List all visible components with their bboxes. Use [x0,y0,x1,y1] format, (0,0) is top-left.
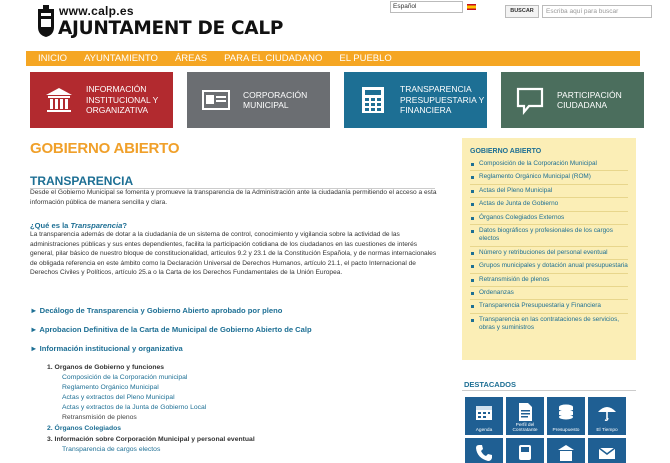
sidebar-item[interactable] [470,225,628,247]
bullet-icon [471,190,474,193]
nav-item-ciudadano[interactable]: PARA EL CIUDADANO [224,53,323,64]
sidebar-item[interactable] [470,247,628,260]
id-card-icon [201,85,231,115]
page-title: GOBIERNO ABIERTO [30,140,180,157]
language-select[interactable]: Español [390,1,463,13]
site-logo[interactable] [36,4,284,41]
outline-subitem-link[interactable]: Transparencia de cargos electos [62,446,161,453]
bullet-icon [471,203,474,206]
building-icon [556,443,576,463]
question-heading [30,221,127,230]
tile-label: TRANSPARENCIA PRESUPUESTARIA Y FINANCIERA [400,84,485,116]
bus-icon [515,443,535,463]
bullet-icon [471,279,474,282]
question-prefix: ¿Qué es la [30,221,71,230]
site-header [0,0,670,50]
outline-subitem: Retransmisión de plenos [62,414,137,421]
sidebar-item[interactable] [470,158,628,171]
tile-label: INFORMACIÓN INSTITUCIONAL Y ORGANIZATIVA [86,84,159,116]
bullet-icon [471,217,474,220]
document-icon [515,402,535,422]
sidebar-item-label: Órganos Colegiados Externos [479,213,565,221]
sidebar-item-label: Retransmisión de plenos [479,275,550,283]
sidebar-item[interactable] [470,185,628,198]
nav-item-ayuntamiento[interactable]: AYUNTAMIENTO [84,53,158,64]
bullet-icon [471,163,474,166]
destacados-title: DESTACADOS [464,380,516,389]
mail-icon [597,443,617,463]
destacado-agenda[interactable] [465,397,503,435]
question-italic: Transparencia [70,221,123,230]
main-nav [26,51,640,66]
outline-subitem-link[interactable]: Actas y extractos del Pleno Municipal [62,394,175,401]
outline-item: 3. Información sobre Corporación Municipal y personal eventual [47,436,255,443]
search-input[interactable]: Escriba aquí para buscar [542,5,652,18]
sidebar-item[interactable] [470,260,628,273]
spain-flag-icon[interactable] [467,4,476,10]
sidebar-item[interactable] [470,287,628,300]
nav-item-areas[interactable]: ÁREAS [174,53,208,64]
section-title: TRANSPARENCIA [30,174,134,188]
outline-subitem-link[interactable]: Reglamento Orgánico Municipal [62,384,159,391]
sidebar-gobierno-abierto [462,138,636,360]
sidebar-item[interactable] [470,171,628,184]
sidebar-item[interactable] [470,198,628,211]
logo-name: AJUNTAMENT DE CALP [58,18,284,39]
outline-subitem-link[interactable]: Composición de la Corporación municipal [62,374,188,381]
calendar-icon [474,402,494,422]
phone-icon [474,443,494,463]
outline-subitem-link[interactable]: Actas y extractos de la Junta de Gobierno Local [62,404,207,411]
logo-url: www.calp.es [59,4,134,18]
bullet-icon [471,319,474,322]
main-content [30,140,450,453]
tile-transparencia-presupuestaria[interactable] [344,72,487,128]
destacado-perfil-contratante[interactable] [506,397,544,435]
sidebar-item[interactable] [470,274,628,287]
bullet-icon [471,265,474,268]
outline-item: 1. Organos de Gobierno y funciones [47,364,165,371]
tile-label: CORPORACIÓN MUNICIPAL [243,89,308,110]
sidebar-item-label: Composición de la Corporación Municipal [479,160,597,167]
destacado-telefono[interactable] [465,438,503,463]
bullet-icon [471,176,474,179]
sidebar-item-label: Actas de Junta de Gobierno [479,200,559,208]
destacado-label: Perfil del Contratante [512,423,538,433]
outline-item-link[interactable]: 2. Órganos Colegiados [47,425,122,432]
question-suffix: ? [122,221,127,230]
sidebar-item-label: Número y retribuciones del personal eventual [479,248,608,256]
bullet-icon [471,230,474,233]
sidebar-title: GOBIERNO ABIERTO [470,148,542,155]
umbrella-icon [597,402,617,422]
calculator-icon [358,85,388,115]
link-decalogo[interactable]: ► Decálogo de Transparencia y Gobierno Abierto aprobado por pleno [30,306,283,315]
sidebar-item[interactable] [470,300,628,313]
link-carta-municipal[interactable]: ► Aprobacion Definitiva de la Carta de Municipal de Gobierno Abierto de Calp [30,325,312,334]
link-informacion-institucional[interactable]: ► Información institucional y organizativa [30,344,183,353]
search-button[interactable]: BUSCAR [505,5,539,18]
destacado-correo[interactable] [588,438,626,463]
sidebar-item-label: Ordenanzas [479,289,514,297]
crest-icon [36,5,56,38]
destacado-el-tiempo[interactable] [588,397,626,435]
sidebar-item[interactable] [470,314,628,335]
coins-icon [556,402,576,422]
sidebar-item-label: Transparencia en las contrataciones de servicios, obras y suministros [479,315,620,332]
destacado-label: Agenda [475,428,493,433]
tile-label: PARTICIPACIÓN CIUDADANA [557,89,622,110]
building-icon [44,85,74,115]
tile-corporacion-municipal[interactable] [187,72,330,128]
sidebar-item-label: Grupos municipales y dotación anual presupuestaria [479,262,628,270]
speech-bubble-icon [515,85,545,115]
tile-informacion-institucional[interactable] [30,72,173,128]
tile-participacion-ciudadana[interactable] [501,72,644,128]
sidebar-item-label: Actas del Pleno Municipal [479,186,553,194]
bullet-icon [471,252,474,255]
sidebar-item-label: Reglamento Orgánico Municipal (ROM) [479,173,591,181]
destacado-autobus[interactable] [506,438,544,463]
destacado-label: El Tiempo [596,428,618,433]
destacado-label: Presupuesto [552,428,580,433]
sidebar-item-label: Transparencia Presupuestaria y Financiera [479,302,601,310]
sidebar-item-label: Datos biográficos y profesionales de los cargos electos [479,227,613,243]
bullet-icon [471,292,474,295]
answer-paragraph: La transparencia además de dotar a la ciudadanía de un sistema de control, conocimiento y vigilancia sobre la actividad de las administraciones públicas y sus entes dependientes, facilita la participación cotidiana de los ciudadanos en las cuestiones de interés general, pilar básico de nuestro bloque de constitucionalidad, artículos 9.2 y 23.1 de la Constitución Española, y de normas internacionales de obligada referencia en este ámbito como la Declaración Universal de Derechos Humanos, artículo 21.1, el pacto Internacional de Derechos Civiles y Políticos, artículo 25.a o la Carta de los Derechos Fundamentales de la Unión Europea. [30,231,437,276]
destacado-edificio[interactable] [547,438,585,463]
destacado-presupuesto[interactable] [547,397,585,435]
intro-paragraph: Desde el Gobierno Municipal se fomenta y promueve la transparencia de la Administración ante la ciudadanía permitiendo el acceso a esta información pública de manera sencilla y clara. [30,189,437,206]
bullet-icon [471,305,474,308]
nav-item-inicio[interactable]: INICIO [38,53,68,64]
sidebar-item[interactable] [470,212,628,225]
destacados-divider [462,390,636,391]
nav-item-pueblo[interactable]: EL PUEBLO [339,53,392,64]
